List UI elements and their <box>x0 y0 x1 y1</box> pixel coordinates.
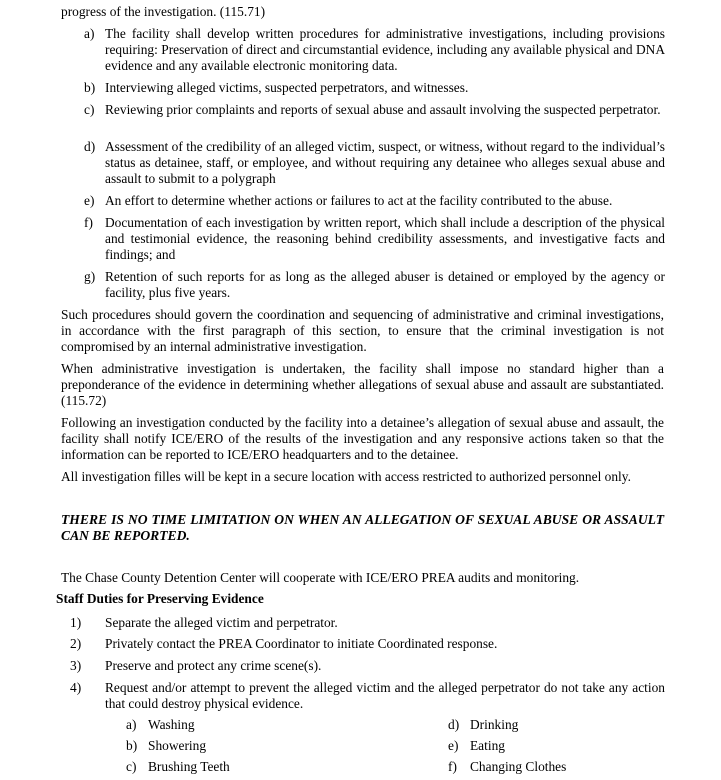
paragraph-notification: Following an investigation conducted by the facility into a detainee’s allegation of sexual abuse and assault, the facility shall notify ICE/ERO of the results of the investigation and any responsive actions taken so that the information can be reported to ICE/ERO headquarters and to the detainee. <box>61 415 664 462</box>
duty-text: Preserve and protect any crime scene(s). <box>105 658 322 673</box>
list-item-text: Documentation of each investigation by written report, which shall include a description of the physical and testimonial evidence, the reasoning behind credibility assessments, and investigative facts and findings; and <box>105 215 665 262</box>
sub-list-item <box>448 738 505 754</box>
paragraph-standard-of-evidence: When administrative investigation is undertaken, the facility shall impose no standard higher than a preponderance of the evidence in determining whether allegations of sexual abuse and assault are substantiated. (115.72) <box>61 361 664 408</box>
section-heading-staff-duties: Staff Duties for Preserving Evidence <box>56 591 264 606</box>
sub-list-label: b) <box>126 738 138 753</box>
list-item-text: An effort to determine whether actions or failures to act at the facility contributed to the abuse. <box>105 193 613 208</box>
sub-list-label: d) <box>448 717 460 732</box>
time-limitation-warning: THERE IS NO TIME LIMITATION ON WHEN AN ALLEGATION OF SEXUAL ABUSE OR ASSAULT CAN BE REPORTED. <box>61 512 664 543</box>
list-item-label: e) <box>84 193 95 208</box>
sub-list-text: Drinking <box>470 717 519 732</box>
list-item-text: Reviewing prior complaints and reports of sexual abuse and assault involving the suspected perpetrator. <box>105 102 661 117</box>
sub-list-text: Showering <box>148 738 207 753</box>
list-item-label: f) <box>84 215 93 230</box>
sub-list-item <box>126 759 230 775</box>
list-item-text: Interviewing alleged victims, suspected perpetrators, and witnesses. <box>105 80 469 95</box>
duty-number: 4) <box>70 680 82 695</box>
paragraph-cooperation: The Chase County Detention Center will cooperate with ICE/ERO PREA audits and monitoring. <box>61 570 580 585</box>
duty-text: Request and/or attempt to prevent the alleged victim and the alleged perpetrator do not take any action that could destroy physical evidence. <box>105 680 665 711</box>
sub-list-text: Eating <box>470 738 505 753</box>
sub-list-item <box>448 759 566 775</box>
intro-line: progress of the investigation. (115.71) <box>61 4 266 19</box>
sub-list-text: Changing Clothes <box>470 759 567 774</box>
duty-text: Privately contact the PREA Coordinator to initiate Coordinated response. <box>105 636 498 651</box>
list-item-text: Retention of such reports for as long as the alleged abuser is detained or employed by the agency or facility, plus five years. <box>105 269 665 300</box>
sub-list-text: Washing <box>148 717 195 732</box>
list-item-label: d) <box>84 139 96 154</box>
sub-list-item <box>448 717 518 733</box>
sub-list-label: c) <box>126 759 137 774</box>
sub-list-text: Brushing Teeth <box>148 759 230 774</box>
sub-list-item <box>126 738 206 754</box>
list-item-label: b) <box>84 80 96 95</box>
duty-text: Separate the alleged victim and perpetrator. <box>105 615 338 630</box>
sub-list-label: a) <box>126 717 137 732</box>
list-item-label: a) <box>84 26 95 41</box>
duty-number: 3) <box>70 658 82 673</box>
sub-list-item <box>126 717 195 733</box>
list-item-label: g) <box>84 269 96 284</box>
duty-number: 1) <box>70 615 82 630</box>
sub-list-label: f) <box>448 759 457 774</box>
duty-number: 2) <box>70 636 82 651</box>
list-item-label: c) <box>84 102 95 117</box>
list-item-text: The facility shall develop written procedures for administrative investigations, including provisions requiring: Preservation of direct and circumstantial evidence, including any available physical and DNA evidence and any available electronic monitoring data. <box>105 26 665 73</box>
sub-list-label: e) <box>448 738 459 753</box>
paragraph-coordination: Such procedures should govern the coordination and sequencing of administrative and criminal investigations, in accordance with the first paragraph of this section, to ensure that the criminal investigation is not compromised by an internal administrative investigation. <box>61 307 664 354</box>
list-item-text: Assessment of the credibility of an alleged victim, suspect, or witness, without regard to the individual’s status as detainee, staff, or employee, and without requiring any detainee who alleges sexual abuse and assault to submit to a polygraph <box>105 139 665 186</box>
paragraph-records: All investigation filles will be kept in a secure location with access restricted to authorized personnel only. <box>61 469 631 484</box>
